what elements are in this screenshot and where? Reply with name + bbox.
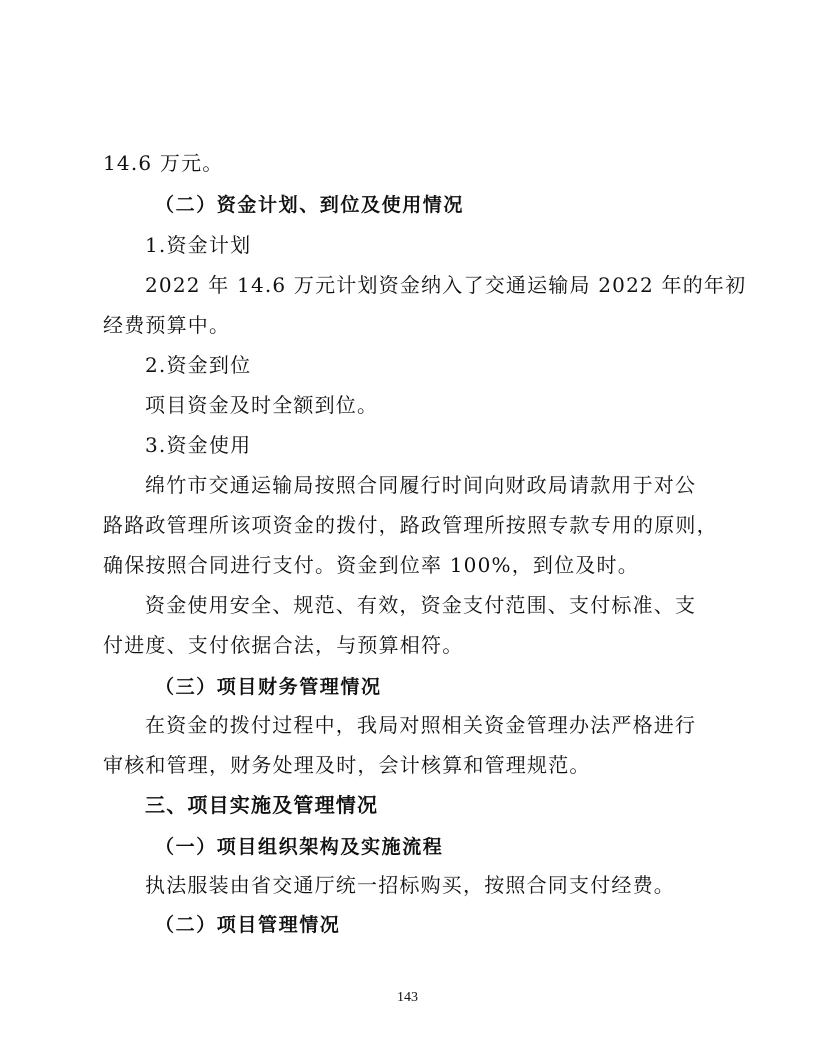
section-heading: （一）项目组织架构及实施流程 (155, 836, 444, 858)
subsection-heading: 1.资金计划 (145, 233, 252, 257)
body-text-line: 经费预算中。 (103, 313, 231, 337)
chapter-heading: 三、项目实施及管理情况 (145, 793, 379, 817)
body-text-line: 确保按照合同进行支付。资金到位率 100%，到位及时。 (103, 553, 639, 577)
body-text-line: 付进度、支付依据合法，与预算相符。 (103, 633, 464, 657)
subsection-heading: 3.资金使用 (145, 433, 252, 457)
body-text-line: 资金使用安全、规范、有效，资金支付范围、支付标准、支 (145, 593, 697, 617)
page-number: 143 (397, 990, 418, 1005)
section-heading: （二）项目管理情况 (155, 914, 341, 936)
body-text-line: 路路政管理所该项资金的拨付，路政管理所按照专款专用的原则， (103, 513, 718, 537)
body-text-line: 项目资金及时全额到位。 (145, 393, 379, 417)
body-text-line: 审核和管理，财务处理及时，会计核算和管理规范。 (103, 753, 591, 777)
subsection-heading: 2.资金到位 (145, 353, 252, 377)
body-text-line: 在资金的拨付过程中，我局对照相关资金管理办法严格进行 (145, 713, 697, 737)
section-heading: （三）项目财务管理情况 (155, 676, 382, 698)
section-heading: （二）资金计划、到位及使用情况 (155, 194, 465, 216)
body-text-line: 绵竹市交通运输局按照合同履行时间向财政局请款用于对公 (145, 473, 697, 497)
body-text-line: 14.6 万元。 (103, 151, 224, 175)
body-text-line: 2022 年 14.6 万元计划资金纳入了交通运输局 2022 年的年初 (145, 273, 747, 297)
body-text-line: 执法服装由省交通厅统一招标购买，按照合同支付经费。 (145, 873, 675, 897)
